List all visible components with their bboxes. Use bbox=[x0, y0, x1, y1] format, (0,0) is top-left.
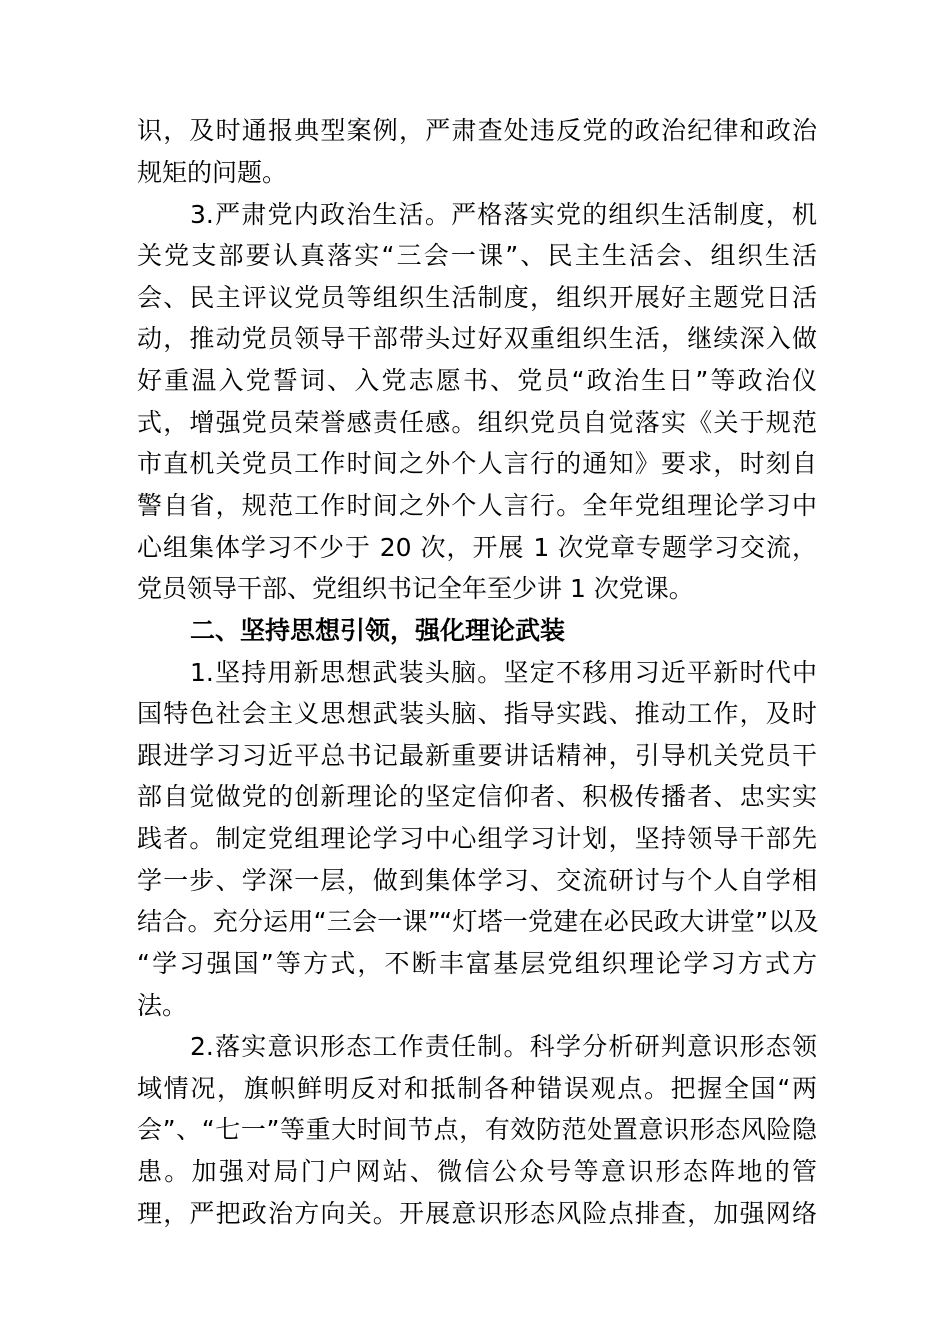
body-text-line: 域情况，旗帜鲜明反对和抵制各种错误观点。把握全国“两 bbox=[137, 1074, 817, 1103]
body-text-line: 国特色社会主义思想武装头脑、指导实践、推动工作，及时 bbox=[137, 699, 817, 728]
body-text-line: 践者。制定党组理论学习中心组学习计划，坚持领导干部先 bbox=[137, 824, 817, 853]
body-text-line: 心组集体学习不少于 20 次，开展 1 次党章专题学习交流， bbox=[137, 533, 817, 562]
body-text-line: 理，严把政治方向关。开展意识形态风险点排查，加强网络 bbox=[137, 1199, 817, 1228]
body-text-line: 警自省，规范工作时间之外个人言行。全年党组理论学习中 bbox=[137, 491, 817, 520]
body-text-line: 部自觉做党的创新理论的坚定信仰者、积极传播者、忠实实 bbox=[137, 782, 817, 811]
paragraph-start-line: 2.落实意识形态工作责任制。科学分析研判意识形态领 bbox=[190, 1032, 817, 1061]
body-text-line: 会、民主评议党员等组织生活制度，组织开展好主题党日活 bbox=[137, 283, 817, 312]
paragraph-start-line: 3.严肃党内政治生活。严格落实党的组织生活制度，机 bbox=[190, 200, 817, 229]
body-text-line: 学一步、学深一层，做到集体学习、交流研讨与个人自学相 bbox=[137, 866, 817, 895]
paragraph-start-line: 1.坚持用新思想武装头脑。坚定不移用习近平新时代中 bbox=[190, 658, 817, 687]
body-text-line: 结合。充分运用“三会一课”“灯塔一党建在必民政大讲堂”以及 bbox=[137, 907, 817, 936]
section-heading: 二、坚持思想引领，强化理论武装 bbox=[190, 616, 566, 645]
body-text-line: 跟进学习习近平总书记最新重要讲话精神，引导机关党员干 bbox=[137, 741, 817, 770]
body-text-line: 好重温入党誓词、入党志愿书、党员“政治生日”等政治仪 bbox=[137, 366, 817, 395]
body-text-line: 法。 bbox=[137, 991, 188, 1020]
body-text-line: 规矩的问题。 bbox=[137, 158, 288, 187]
body-text-line: 识，及时通报典型案例，严肃查处违反党的政治纪律和政治 bbox=[137, 116, 817, 145]
body-text-line: 式，增强党员荣誉感责任感。组织党员自觉落实《关于规范 bbox=[137, 408, 817, 437]
body-text-line: “学习强国”等方式，不断丰富基层党组织理论学习方式方 bbox=[137, 949, 817, 978]
body-text-line: 动，推动党员领导干部带头过好双重组织生活，继续深入做 bbox=[137, 324, 817, 353]
body-text-line: 党员领导干部、党组织书记全年至少讲 1 次党课。 bbox=[137, 574, 694, 603]
body-text-line: 会”、“七一”等重大时间节点，有效防范处置意识形态风险隐 bbox=[137, 1115, 817, 1144]
body-text-line: 市直机关党员工作时间之外个人言行的通知》要求，时刻自 bbox=[137, 449, 817, 478]
body-text-line: 患。加强对局门户网站、微信公众号等意识形态阵地的管 bbox=[137, 1157, 817, 1186]
body-text-line: 关党支部要认真落实“三会一课”、民主生活会、组织生活 bbox=[137, 241, 817, 270]
